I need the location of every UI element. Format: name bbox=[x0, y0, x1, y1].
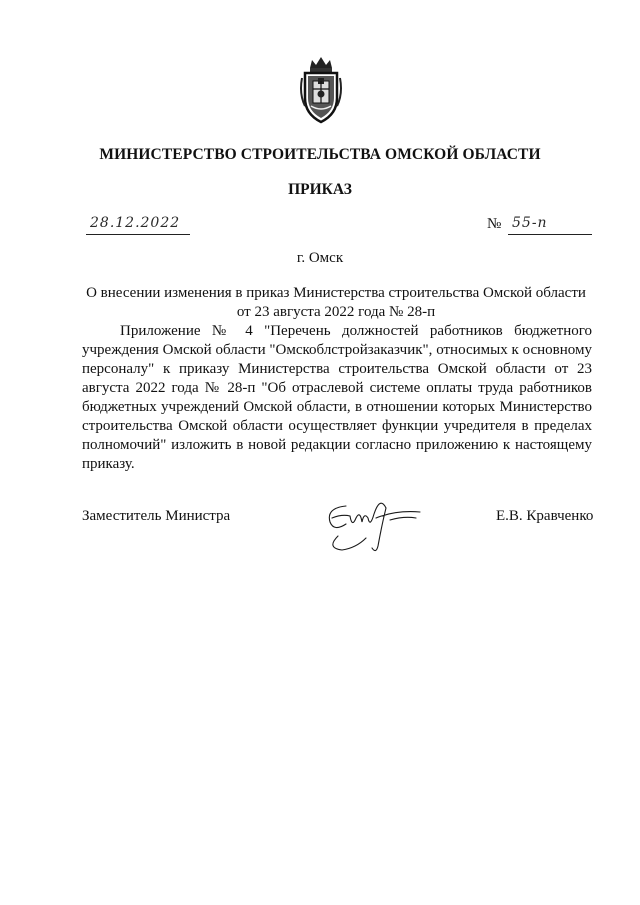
number-sign: № bbox=[487, 216, 502, 232]
signer-name: Е.В. Кравченко bbox=[496, 508, 594, 524]
coat-of-arms-icon bbox=[298, 54, 344, 126]
date-handwritten: 28.12.2022 bbox=[90, 215, 181, 231]
city: г. Омск bbox=[296, 250, 344, 266]
subject-line-1: О внесении изменения в приказ Министерства строительства Омской области bbox=[86, 285, 586, 301]
order-subject bbox=[80, 284, 592, 322]
order-body-paragraph: Приложение № 4 "Перечень должностей работников бюджетного учреждения Омской области "Омскоблстройзаказчик", относимых к основному персоналу" к приказу Министерства строительства Омской области от 23 августа 2022 года № 28-п "Об отраслевой системе оплаты труда работников бюджетных учреждений Омской области, в отношении которых Министерство строительства Омской области осуществляет функции учредителя в пределах полномочий" изложить в новой редакции согласно приложению к настоящему приказу. bbox=[82, 323, 592, 472]
number-handwritten: 55-п bbox=[512, 215, 548, 231]
signer-role: Заместитель Министра bbox=[82, 508, 231, 524]
number-field bbox=[508, 214, 592, 235]
ministry-name: МИНИСТЕРСТВО СТРОИТЕЛЬСТВА ОМСКОЙ ОБЛАСТИ bbox=[99, 146, 541, 163]
date-field bbox=[86, 214, 190, 235]
handwritten-signature bbox=[316, 488, 436, 558]
document-type: ПРИКАЗ bbox=[288, 181, 352, 198]
subject-line-2: от 23 августа 2022 года № 28-п bbox=[236, 304, 436, 320]
